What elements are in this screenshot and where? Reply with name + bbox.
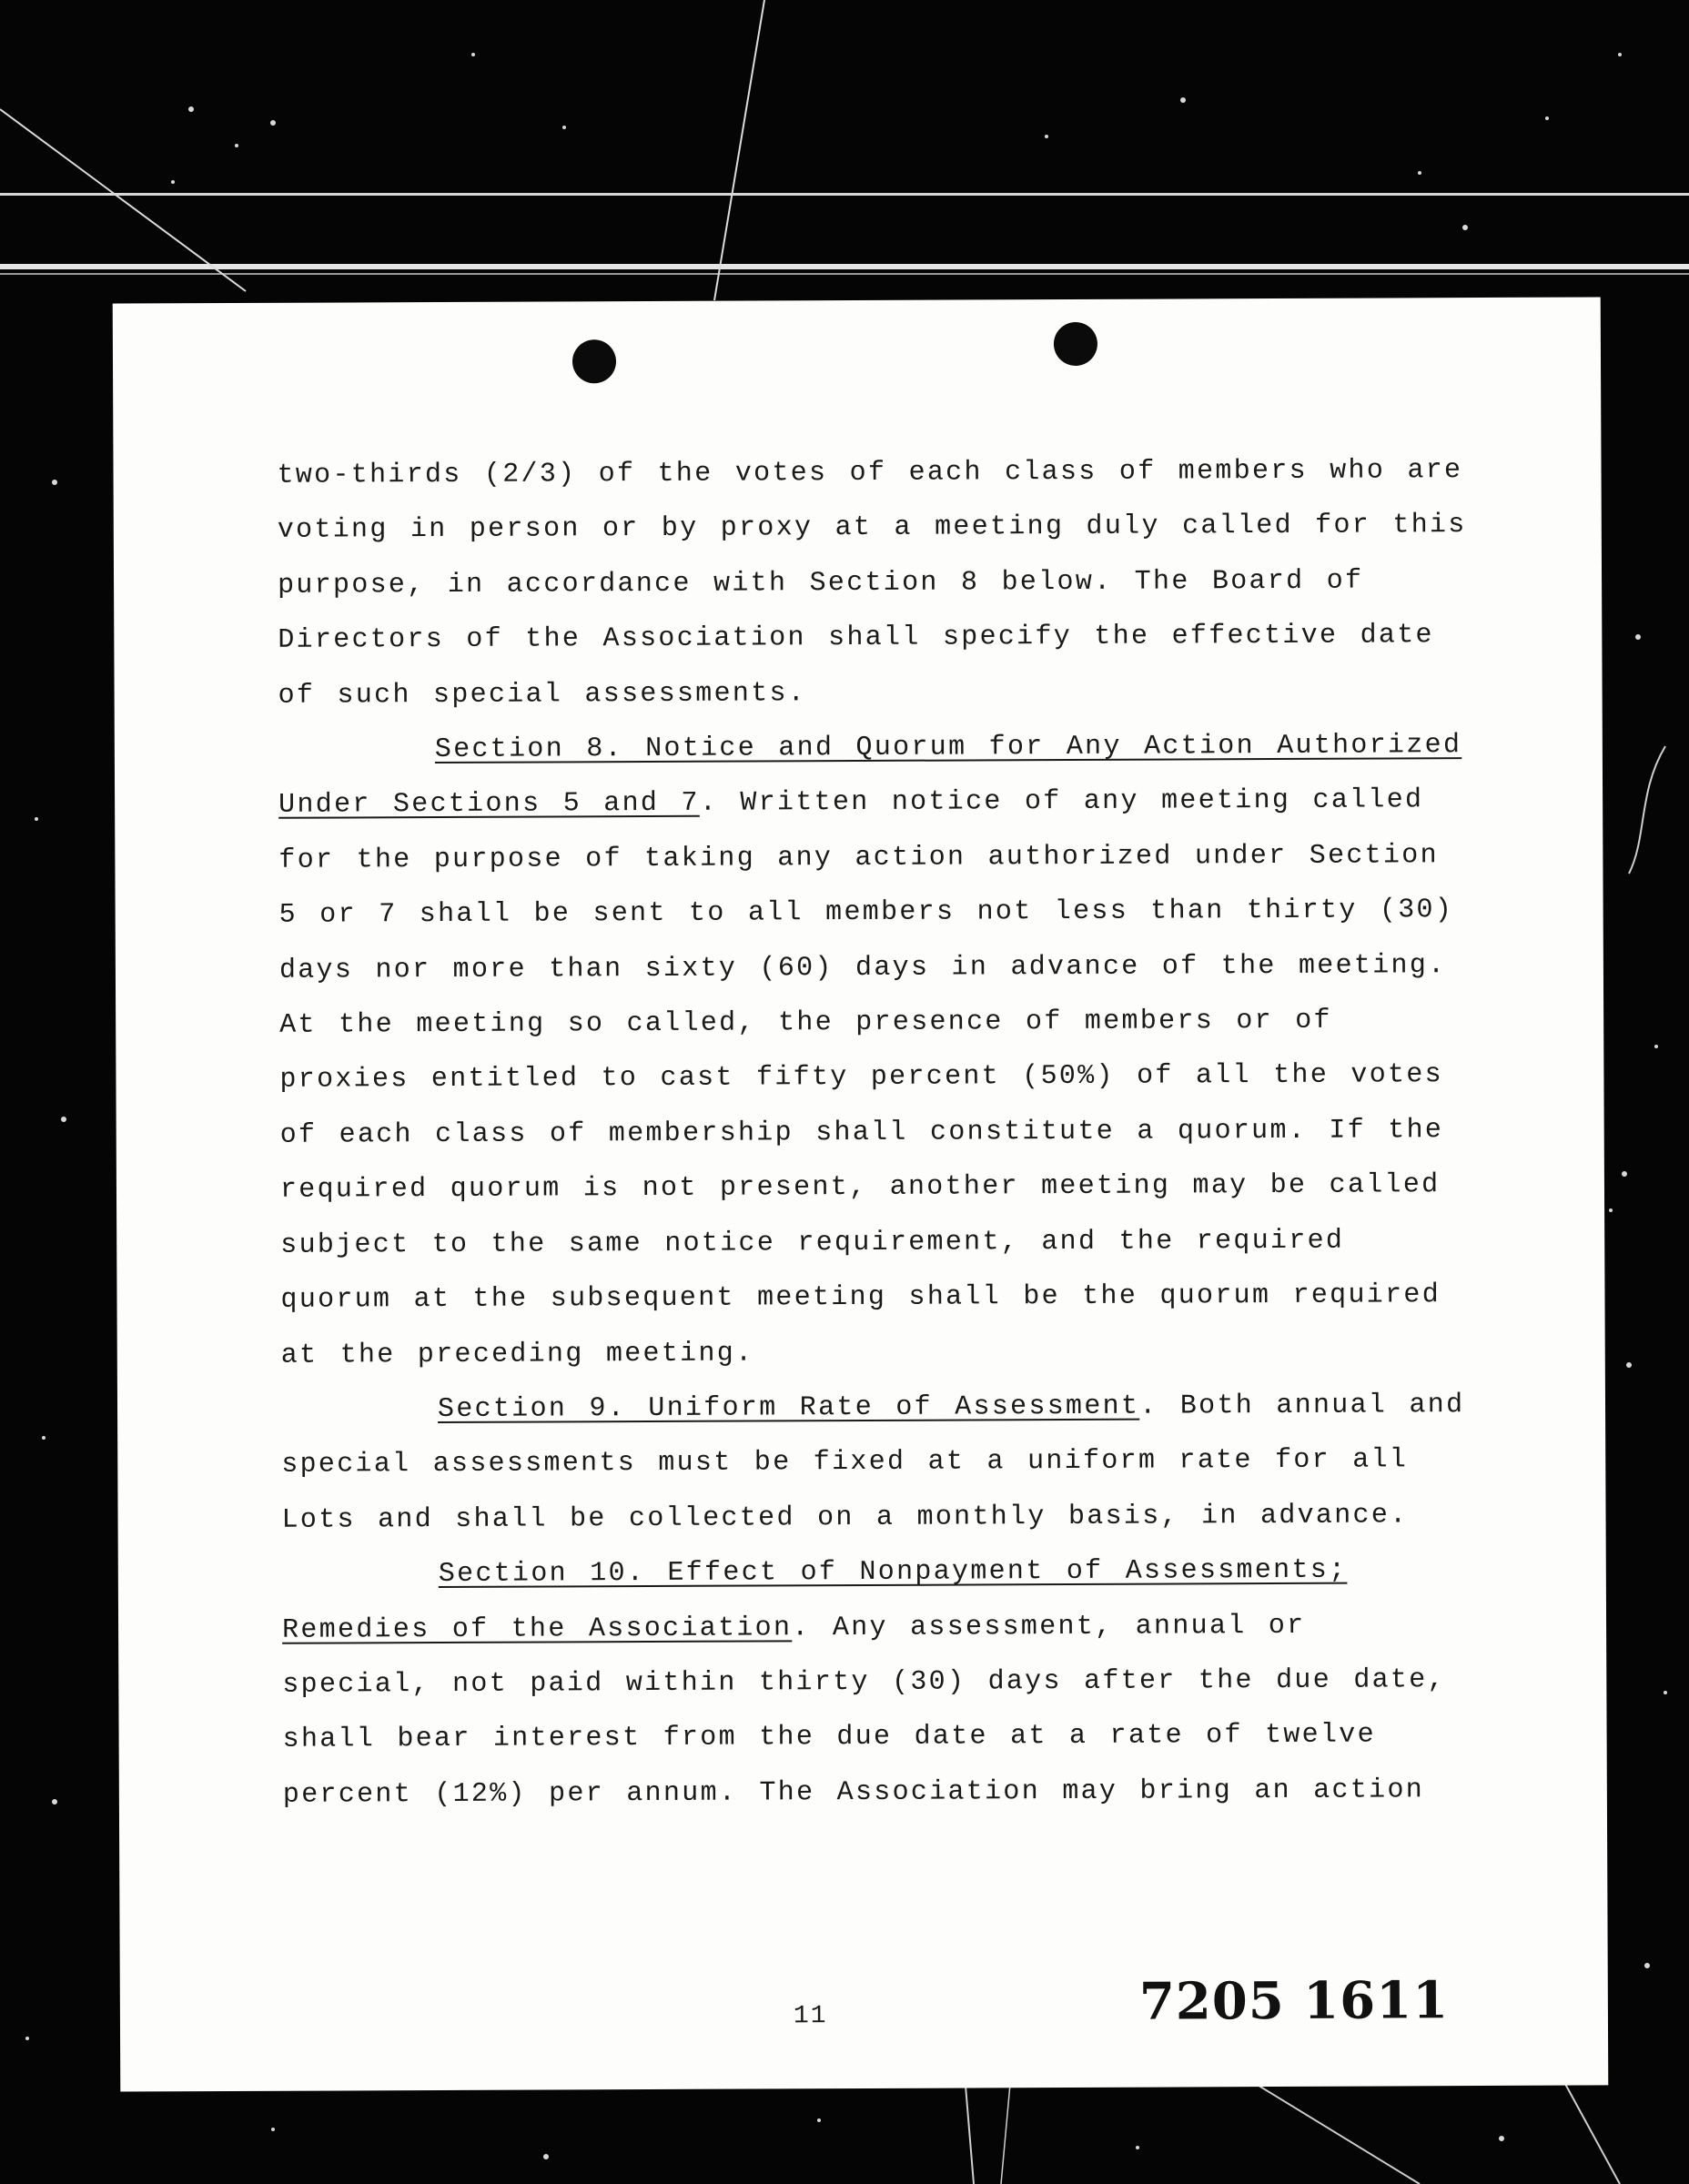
document-page: [113, 297, 1609, 2091]
body-text: [277, 443, 1475, 1823]
paragraph-section-8: [278, 718, 1473, 1383]
paragraph-section-9: [281, 1378, 1474, 1548]
section-9-heading: Section 9. Uniform Rate of Assessment: [437, 1390, 1140, 1425]
paragraph-text: . Written notice of any meeting called for the purpose of taking any action authorized under Section 5 or 7 shall be sent to all members not less than thirty (30) days nor more than sixty (60) days in advance of the meeting. At the meeting so called, the presence of members or of proxies entitled to cast fifty percent (50%) of all the votes of each class of membership shall constitute a quorum. If the required quorum is not present, another meeting may be called subject to the same notice requirement, and the required quorum at the subsequent meeting shall be the quorum required at the preceding meeting.: [278, 784, 1454, 1371]
paragraph-intro: [277, 443, 1470, 723]
punch-hole: [572, 339, 616, 383]
paragraph-section-10: [282, 1542, 1475, 1823]
page-number: 11: [793, 2002, 828, 2031]
section-8-heading: Section 8. Notice and Quorum for Any Action Authorized Under Sections 5 and 7: [278, 730, 1462, 822]
paragraph-text: two-thirds (2/3) of the votes of each class of members who are voting in person or by proxy at a meeting duly called for this purpose, in accordance with Section 8 below. The Board of Directors of the Association shall specify the effective date of such special assessments.: [277, 455, 1467, 712]
paragraph-text: . Both annual and special assessments must be fixed at a uniform rate for all Lots and shall be collected on a monthly basis, in advance.: [281, 1390, 1465, 1536]
document-stamp: 7205 1611: [1138, 1970, 1450, 2032]
section-10-heading: Section 10. Effect of Nonpayment of Assessments; Remedies of the Association: [282, 1554, 1348, 1646]
paragraph-text: . Any assessment, annual or special, not paid within thirty (30) days after the due date, shall bear interest from the due date at a rate of twelve percent (12%) per annum. The Association may bring an action: [282, 1610, 1446, 1811]
punch-hole: [1054, 322, 1097, 366]
